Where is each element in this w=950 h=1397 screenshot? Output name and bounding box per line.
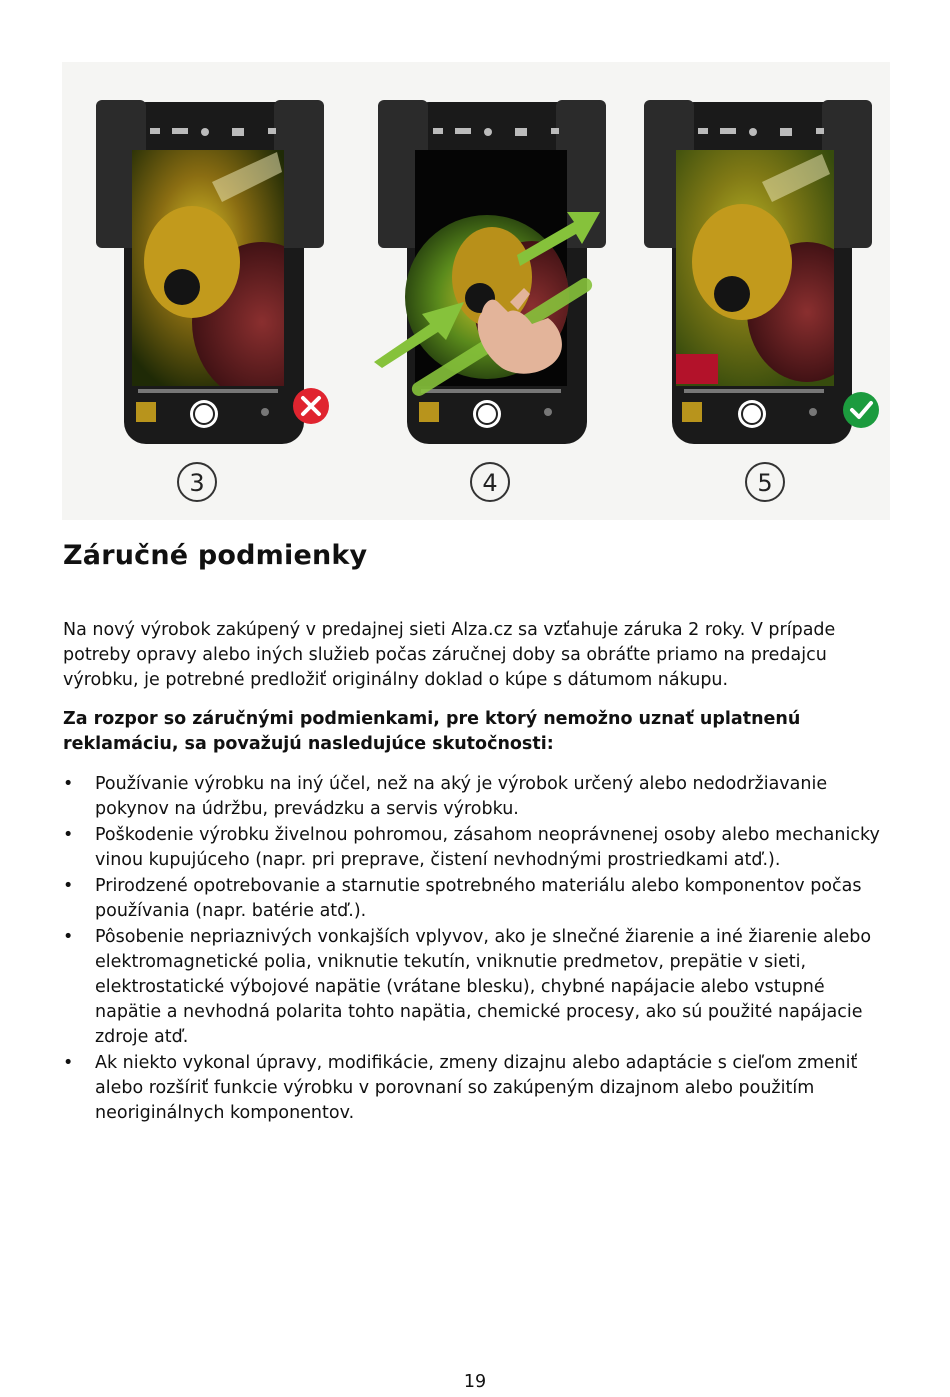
list-item	[63, 1051, 893, 1126]
bullet-icon: •	[63, 825, 74, 845]
list-item	[63, 823, 893, 873]
list-item-text: Pôsobenie nepriaznivých vonkajších vplyvov, ako je slnečné žiarenie a iné žiarenie alebo elektromagnetické polia, vniknutie tekutín, vniknutie predmetov, prepätie v sieti, elektrostatické výbojové napätie (vrátane blesku), chybné napájacie alebo vstupné napätie a nevhodná polarita tohto napätia, chemické procesy, ako sú použité napájacie zdroje atď.	[95, 927, 872, 1047]
lens-alignment-figure	[62, 62, 890, 520]
conditions-list	[63, 772, 893, 1127]
svg-text:3: 3	[189, 469, 205, 497]
page-title: Záručné podmienky	[63, 540, 368, 571]
step-number-5	[746, 463, 784, 501]
svg-text:4: 4	[482, 469, 498, 497]
phone-step-5	[644, 100, 872, 444]
phone-step-3	[96, 100, 332, 444]
conditions-lead: Za rozpor so záručnými podmienkami, pre ktorý nemožno uznať uplatnenú reklamáciu, sa považujú nasledujúce skutočnosti:	[63, 709, 801, 754]
intro-paragraph: Na nový výrobok zakúpený v predajnej sieti Alza.cz sa vzťahuje záruka 2 roky. V prípade potreby opravy alebo iných služieb počas záručnej doby sa obráťte priamo na predajcu výrobku, je potrebné predložiť originálny doklad o kúpe s dátumom nákupu.	[63, 620, 836, 690]
list-item	[63, 874, 893, 924]
check-icon	[843, 392, 879, 428]
step-number-4	[471, 463, 509, 501]
bullet-icon: •	[63, 927, 74, 947]
step-number-3	[178, 463, 216, 501]
svg-text:5: 5	[757, 469, 773, 497]
cross-icon	[293, 388, 329, 424]
page-number: 19	[463, 1372, 487, 1392]
list-item-text: Prirodzené opotrebovanie a starnutie spotrebného materiálu alebo komponentov počas používania (napr. batérie atď.).	[95, 876, 862, 921]
list-item-text: Ak niekto vykonal úpravy, modifikácie, zmeny dizajnu alebo adaptácie s cieľom zmeniť alebo rozšíriť funkcie výrobku v porovnaní so zakúpeným dizajnom alebo použitím neoriginálnych komponentov.	[95, 1053, 858, 1123]
bullet-icon: •	[63, 876, 74, 896]
list-item-text: Poškodenie výrobku živelnou pohromou, zásahom neoprávnenej osoby alebo mechanicky vinou kupujúceho (napr. pri preprave, čistení nevhodnými prostriedkami atď.).	[95, 825, 880, 870]
bullet-icon: •	[63, 774, 74, 794]
bullet-icon: •	[63, 1053, 74, 1073]
list-item-text: Používanie výrobku na iný účel, než na aký je výrobok určený alebo nedodržiavanie pokynov na údržbu, prevádzku a servis výrobku.	[95, 774, 828, 819]
list-item	[63, 772, 893, 822]
list-item	[63, 925, 893, 1050]
phone-step-4	[378, 100, 606, 444]
